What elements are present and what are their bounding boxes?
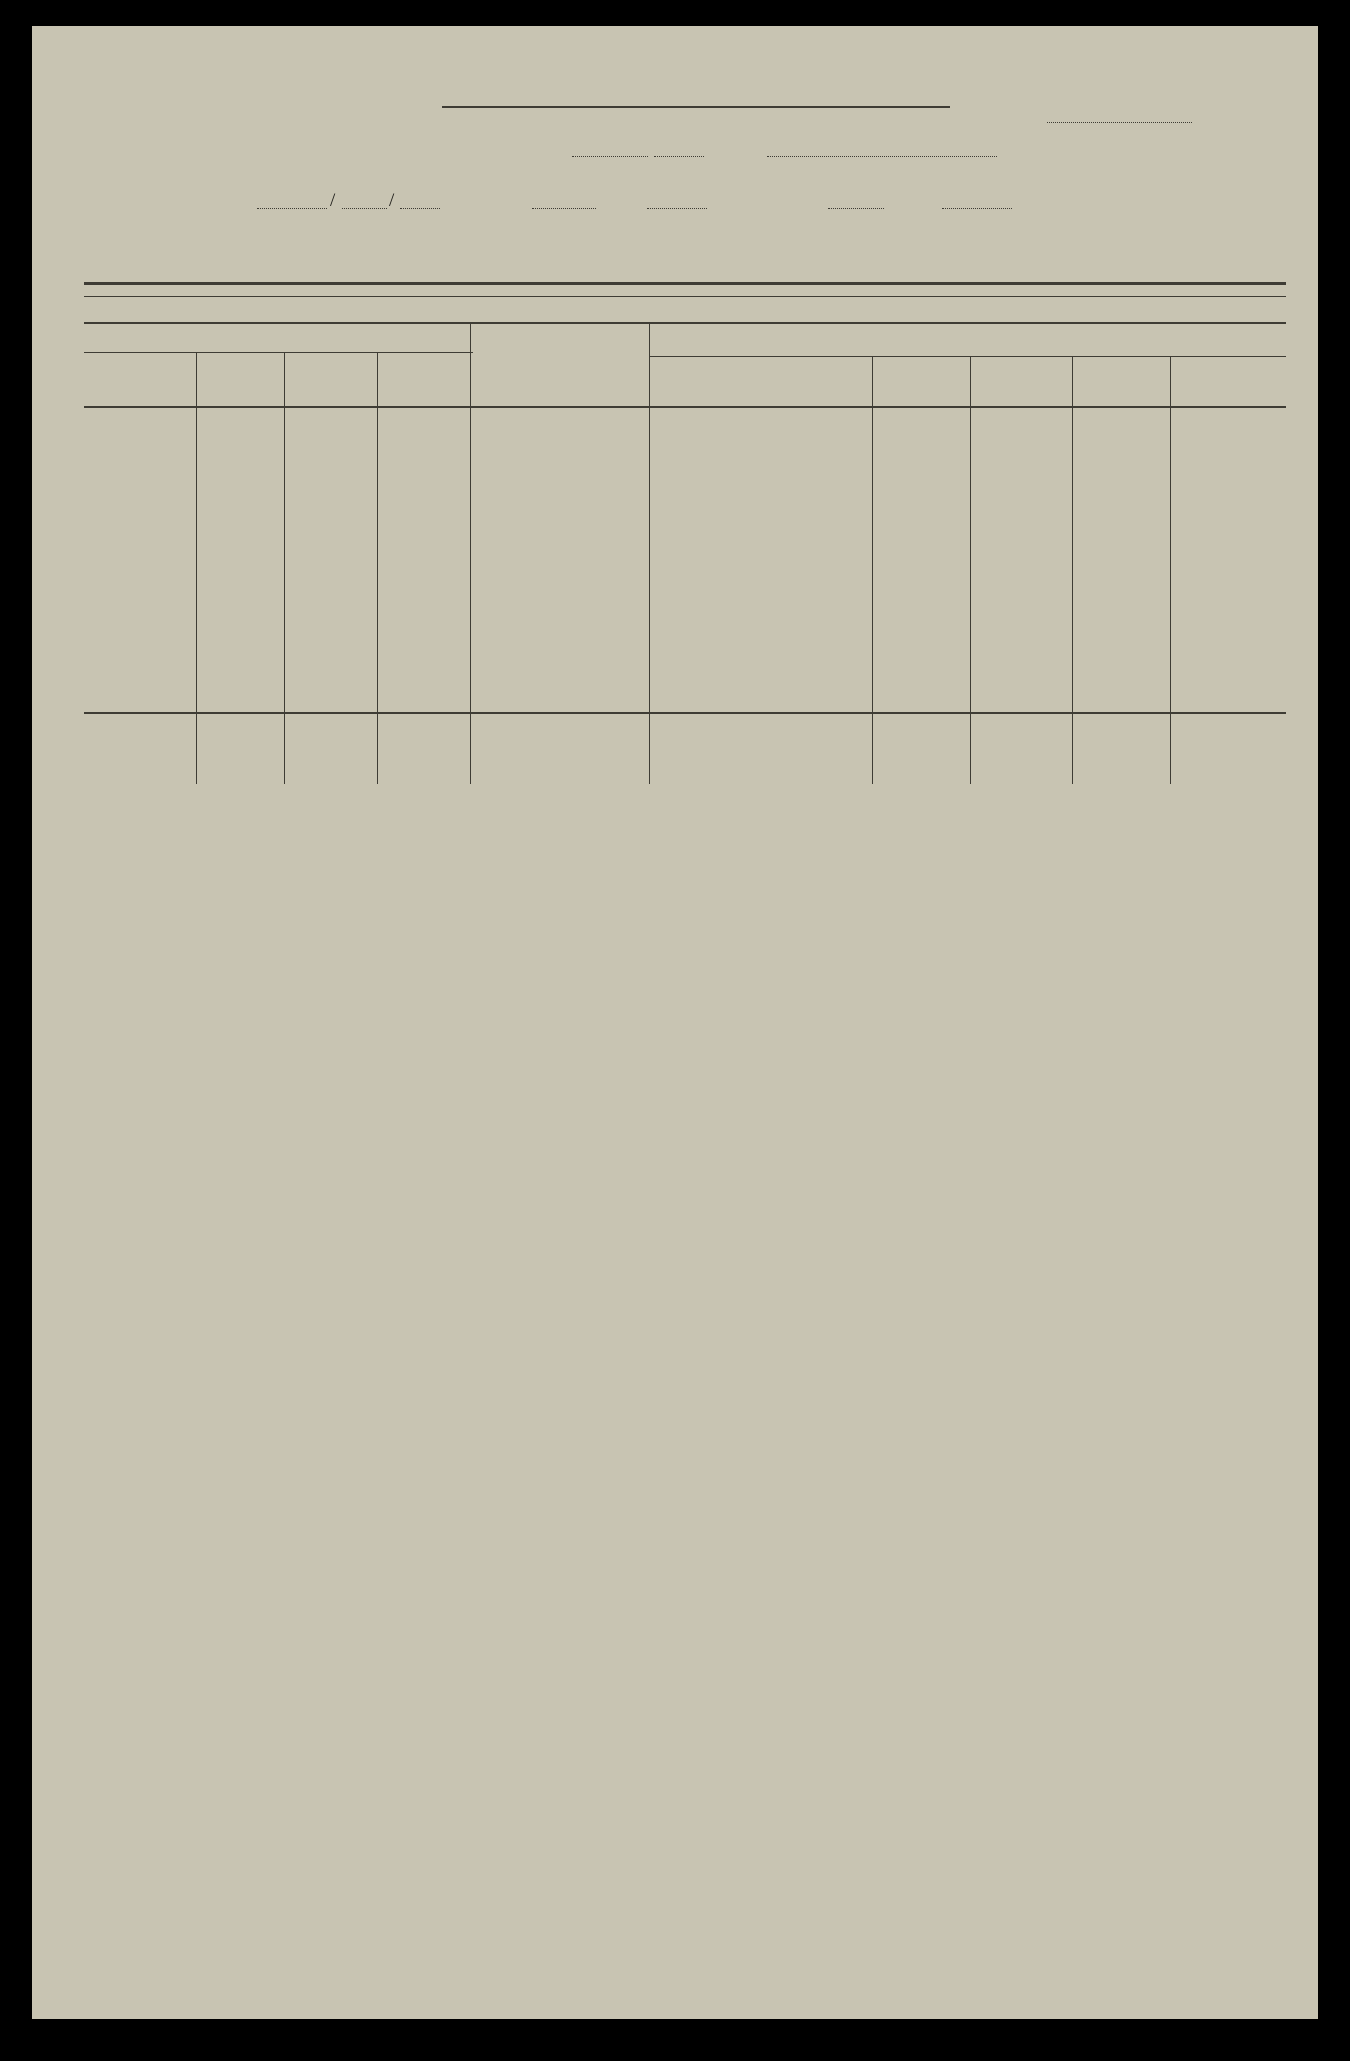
slash: /: [330, 190, 336, 211]
slash: /: [389, 190, 395, 211]
form-sheet: [32, 26, 1318, 2019]
